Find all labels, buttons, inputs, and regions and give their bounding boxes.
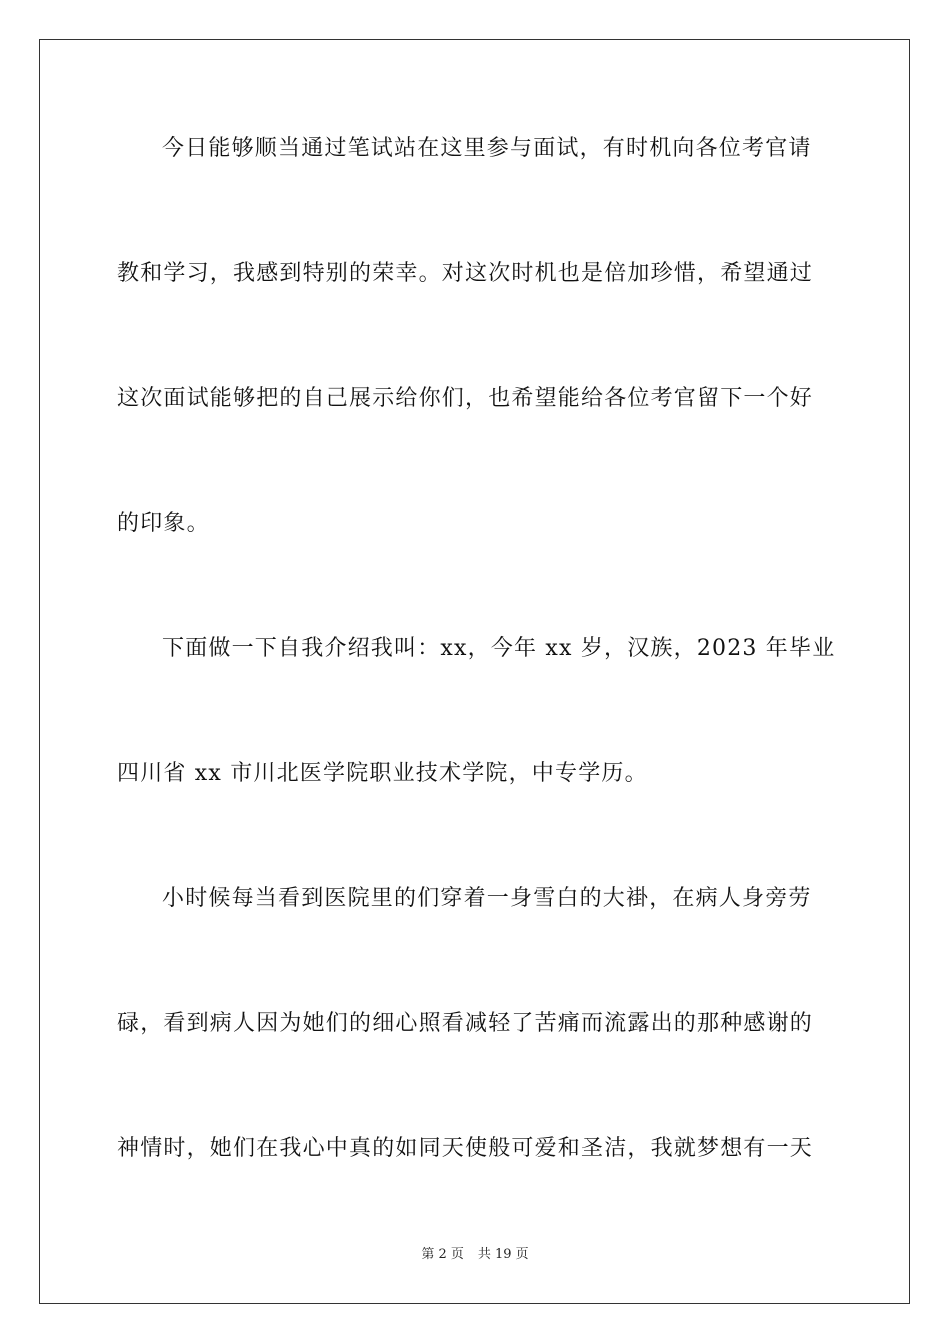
paragraph-1-line-3: 这次面试能够把的自己展示给你们，也希望能给各位考官留下一个好 <box>117 386 814 411</box>
paragraph-1-line-1: 今日能够顺当通过笔试站在这里参与面试，有时机向各位考官请 <box>162 136 812 161</box>
paragraph-1-line-2: 教和学习，我感到特别的荣幸。对这次时机也是倍加珍惜，希望通过 <box>117 261 814 286</box>
page-border <box>39 39 910 1304</box>
page-number: 第 2 页 <box>421 1247 464 1262</box>
paragraph-3-line-1: 小时候每当看到医院里的们穿着一身雪白的大褂，在病人身旁劳 <box>162 886 812 911</box>
page-footer <box>0 1246 950 1264</box>
paragraph-1-line-4: 的印象。 <box>117 511 210 536</box>
paragraph-2-line-1: 下面做一下自我介绍我叫：xx，今年 xx 岁，汉族，2023 年毕业 <box>162 636 836 661</box>
paragraph-2-line-2: 四川省 xx 市川北医学院职业技术学院，中专学历。 <box>117 761 648 786</box>
paragraph-3-line-2: 碌，看到病人因为她们的细心照看减轻了苦痛而流露出的那种感谢的 <box>117 1011 814 1036</box>
page-total: 共 19 页 <box>477 1247 529 1262</box>
paragraph-3-line-3: 神情时，她们在我心中真的如同天使般可爱和圣洁，我就梦想有一天 <box>117 1136 814 1161</box>
